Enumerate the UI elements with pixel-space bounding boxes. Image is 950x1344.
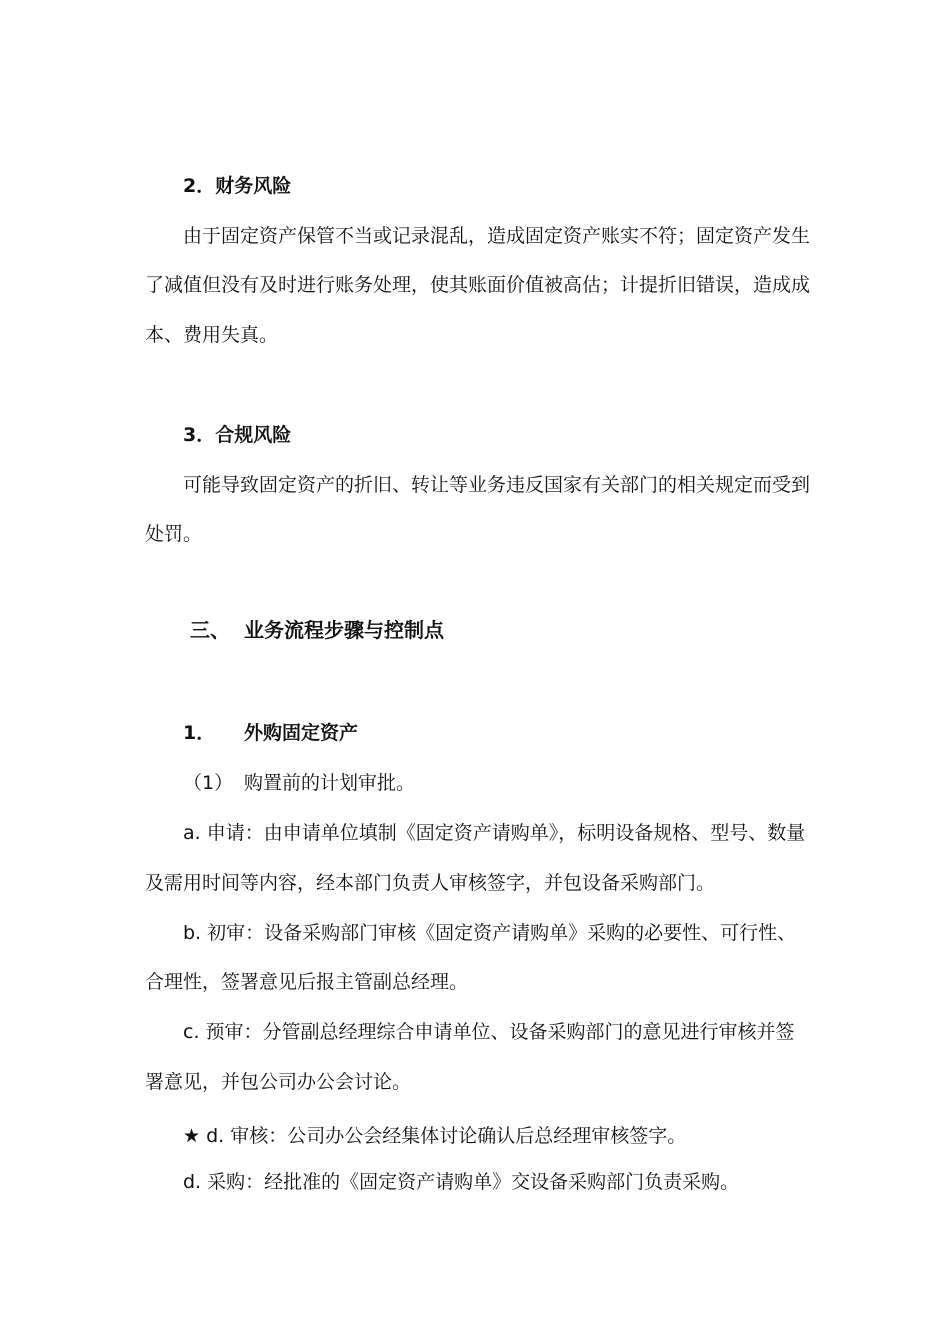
heading-financial-risk: 2．财务风险 [183,175,292,197]
chapter-title: 业务流程步骤与控制点 [244,618,444,642]
list-item-d-purchase: d. 采购：经批准的《固定资产请购单》交设备采购部门负责采购。 [183,1171,740,1193]
list-item-a: a. 申请：由申请单位填制《固定资产请购单》，标明设备规格、型号、数量 [183,822,806,844]
paragraph-line: 了减值但没有及时进行账务处理，使其账面价值被高估；计提折旧错误，造成成 [145,274,811,296]
heading-compliance-risk: 3．合规风险 [183,424,292,446]
chapter-number: 三、 [190,618,230,642]
item-text: 购置前的计划审批。 [244,772,416,794]
paragraph-line: 署意见，并包公司办公会讨论。 [145,1071,412,1093]
paragraph-line: 及需用时间等内容，经本部门负责人审核签字，并包设备采购部门。 [145,872,716,894]
paragraph-line: 由于固定资产保管不当或记录混乱，造成固定资产账实不符；固定资产发生 [183,225,811,247]
paragraph-line: 本、费用失真。 [145,324,279,346]
subsection-title: 外购固定资产 [244,722,359,744]
list-item-b: b. 初审：设备采购部门审核《固定资产请购单》采购的必要性、可行性、 [183,922,797,944]
item-number: （1） [183,772,234,794]
paragraph-line: 合理性，签署意见后报主管副总经理。 [145,971,469,993]
list-item-c: c. 预审：分管副总经理综合申请单位、设备采购部门的意见进行审核并签 [183,1021,795,1043]
paragraph-line: 处罚。 [145,523,203,545]
paragraph-line: 可能导致固定资产的折旧、转让等业务违反国家有关部门的相关规定而受到 [183,474,811,496]
list-item-d-starred: ★ d. 审核：公司办公会经集体讨论确认后总经理审核签字。 [183,1125,687,1147]
subsection-number: 1． [183,722,216,744]
